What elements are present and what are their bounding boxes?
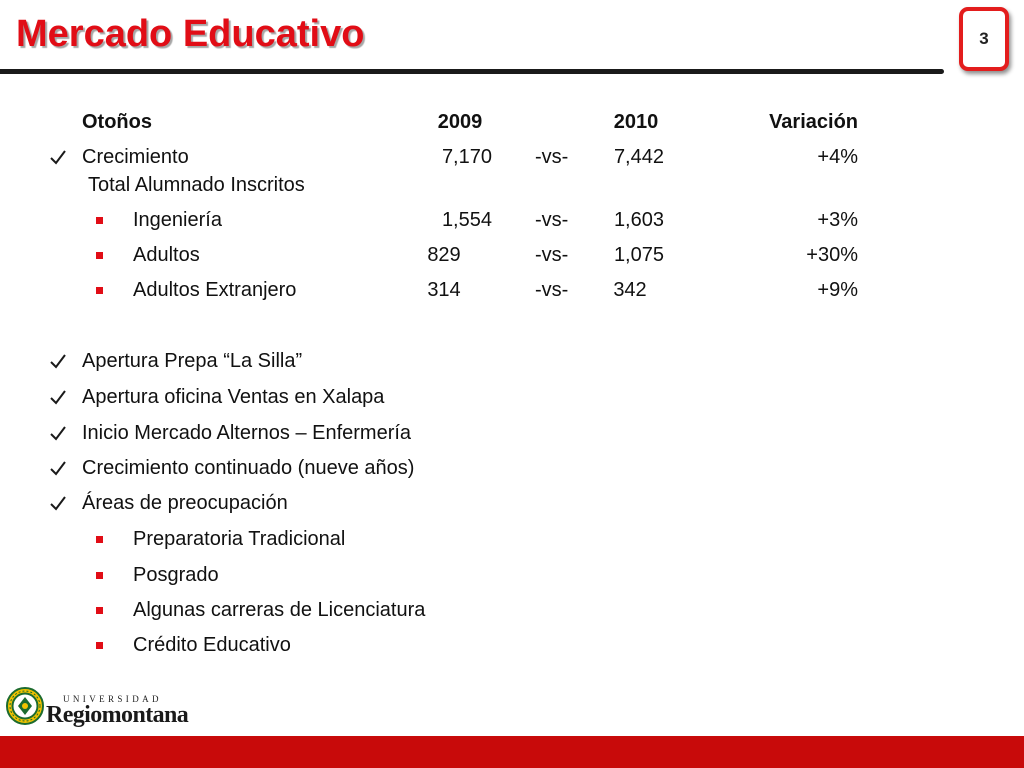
list-item	[0, 349, 1024, 375]
table-row-crecimiento	[0, 145, 1024, 171]
square-bullet-icon	[96, 217, 103, 224]
header-variacion: Variación	[769, 111, 858, 133]
row-variation: +3%	[817, 209, 858, 231]
table-row	[0, 243, 1024, 269]
row-vs: -vs-	[535, 209, 569, 231]
list-item-text: Áreas de preocupación	[82, 492, 288, 514]
header-2010: 2010	[613, 111, 659, 133]
university-seal-icon	[6, 687, 44, 725]
list-item	[0, 456, 1024, 482]
table-header-row	[0, 110, 1024, 136]
list-item-text: Inicio Mercado Alternos – Enfermería	[82, 422, 412, 444]
row-2010: 1,603	[613, 209, 664, 231]
page-number-badge	[959, 7, 1009, 71]
university-logo	[6, 687, 216, 729]
list-item	[0, 385, 1024, 411]
logo-wordmark: Regiomontana	[46, 702, 189, 728]
check-icon	[48, 456, 68, 480]
list-item	[0, 421, 1024, 447]
list-item	[0, 527, 1024, 553]
row-variation: +4%	[817, 146, 858, 168]
header-2009: 2009	[437, 111, 483, 133]
list-item-text: Apertura oficina Ventas en Xalapa	[82, 386, 385, 408]
square-bullet-icon	[96, 252, 103, 259]
row-2010: 7,442	[613, 146, 664, 168]
row-label: Adultos	[133, 244, 200, 266]
table-row	[0, 208, 1024, 234]
list-item	[0, 633, 1024, 659]
logo-small-text: UNIVERSIDAD	[63, 694, 162, 704]
row-vs: -vs-	[535, 146, 569, 168]
row-2010: 1,075	[613, 244, 664, 266]
list-item-text: Crédito Educativo	[133, 634, 291, 656]
check-icon	[48, 349, 68, 373]
row-label: Crecimiento	[82, 146, 189, 168]
list-item-text: Apertura Prepa “La Silla”	[82, 350, 303, 372]
check-icon	[48, 421, 68, 445]
row-variation: +9%	[817, 279, 858, 301]
list-item	[0, 563, 1024, 589]
footer-bar	[0, 736, 1024, 768]
check-icon	[48, 491, 68, 515]
row-label: Adultos Extranjero	[133, 279, 297, 301]
square-bullet-icon	[96, 536, 103, 543]
row-vs: -vs-	[535, 279, 569, 301]
check-icon	[48, 145, 68, 169]
list-item	[0, 598, 1024, 624]
slide-title: Mercado Educativo	[16, 13, 365, 55]
square-bullet-icon	[96, 287, 103, 294]
row-sublabel: Total Alumnado Inscritos	[88, 174, 305, 196]
list-item-text: Crecimiento continuado (nueve años)	[82, 457, 415, 479]
row-label: Ingeniería	[133, 209, 222, 231]
row-2010: 342	[613, 279, 647, 301]
row-2009: 1,554	[441, 209, 492, 231]
square-bullet-icon	[96, 607, 103, 614]
square-bullet-icon	[96, 572, 103, 579]
table-row	[0, 278, 1024, 304]
check-icon	[48, 385, 68, 409]
list-item-text: Posgrado	[133, 564, 219, 586]
table-row-sublabel	[0, 173, 1024, 199]
row-2009: 829	[427, 244, 461, 266]
title-divider	[0, 69, 944, 74]
list-item	[0, 491, 1024, 517]
row-2009: 7,170	[441, 146, 492, 168]
list-item-text: Algunas carreras de Licenciatura	[133, 599, 426, 621]
row-2009: 314	[427, 279, 461, 301]
list-item-text: Preparatoria Tradicional	[133, 528, 346, 550]
row-vs: -vs-	[535, 244, 569, 266]
row-variation: +30%	[806, 244, 858, 266]
square-bullet-icon	[96, 642, 103, 649]
page-number: 3	[979, 29, 989, 48]
header-otonos: Otoños	[82, 111, 152, 133]
